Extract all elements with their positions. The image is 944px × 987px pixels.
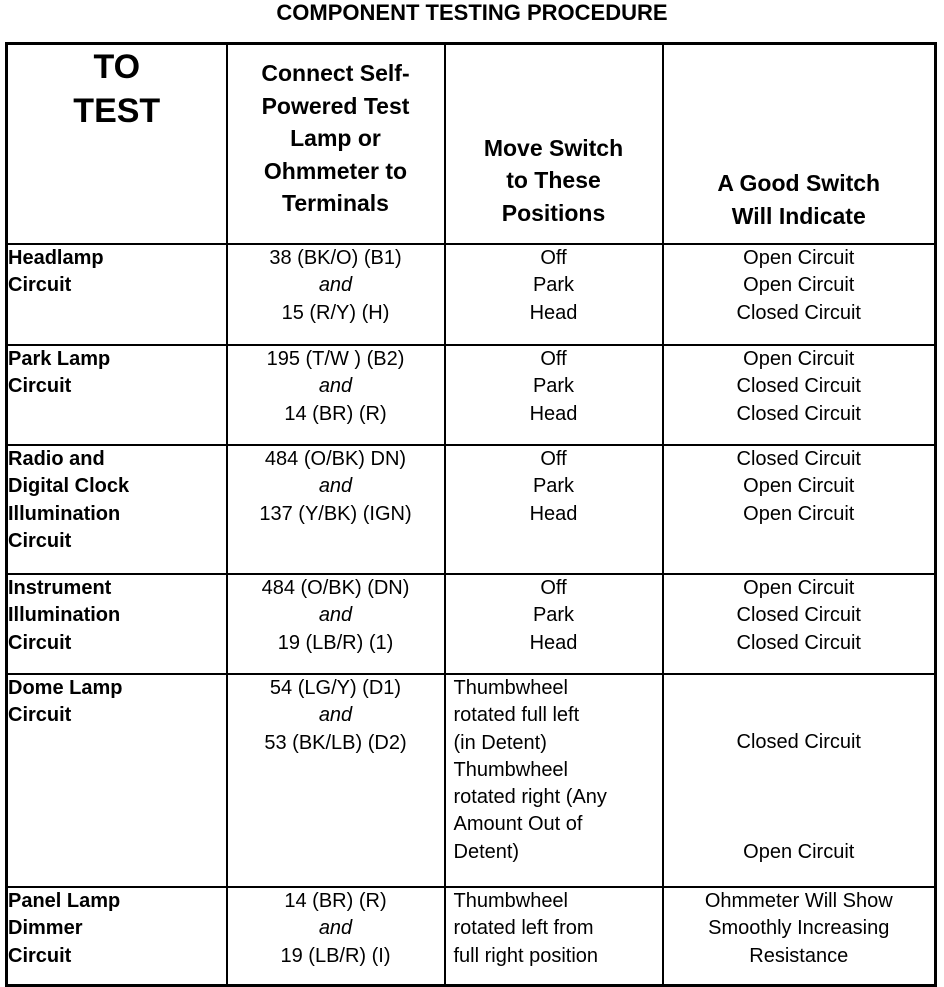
circuit-name-line: Circuit [8, 529, 72, 552]
position-line: Thumbwheel [453, 890, 569, 912]
indication-line: Open Circuit [743, 274, 855, 297]
terminal-line: 15 (R/Y) (H) [281, 301, 390, 324]
indication-line: Resistance [749, 944, 849, 967]
indication-line: Closed Circuit [736, 375, 861, 398]
position-line: rotated left from [453, 917, 594, 940]
position-line: Head [529, 502, 578, 525]
positions-cell [445, 887, 663, 985]
indication-line: Closed Circuit [736, 301, 861, 324]
indication-line: Closed Circuit [736, 448, 861, 470]
terminals-cell [227, 345, 445, 445]
circuit-name [7, 445, 227, 574]
indication-line: Closed Circuit [736, 731, 861, 753]
header-good-switch [663, 44, 936, 245]
indication-cell [663, 345, 936, 445]
header-to-test-line: TEST [73, 92, 161, 130]
circuit-name-line: Circuit [8, 274, 72, 297]
terminal-line: 195 (T/W ) (B2) [266, 348, 405, 370]
position-line: Park [532, 375, 575, 398]
terminal-line: 137 (Y/BK) (IGN) [259, 502, 412, 525]
circuit-name-line: Circuit [8, 704, 72, 727]
component-testing-table [5, 42, 937, 987]
position-line: full right position [453, 944, 599, 967]
circuit-name [7, 574, 227, 674]
terminal-line: 53 (BK/LB) (D2) [264, 731, 407, 754]
indication-line: Open Circuit [743, 577, 855, 599]
circuit-name [7, 887, 227, 985]
and-label: and [318, 274, 353, 297]
circuit-name [7, 345, 227, 445]
table-row [7, 574, 936, 674]
table-row [7, 345, 936, 445]
terminals-cell [227, 887, 445, 985]
position-line: Head [529, 301, 578, 324]
position-line: Head [529, 631, 578, 654]
indication-line: Open Circuit [743, 247, 855, 269]
positions-cell [445, 674, 663, 887]
header-to-test [7, 44, 227, 245]
position-line: rotated full left [453, 704, 580, 727]
terminals-cell [227, 674, 445, 887]
header-indicate-line: Will Indicate [731, 202, 866, 229]
indication-line: Open Circuit [743, 348, 855, 370]
indication-line: Ohmmeter Will Show [704, 890, 893, 912]
terminal-line: 38 (BK/O) (B1) [269, 247, 402, 269]
circuit-name [7, 244, 227, 345]
circuit-name-line: Panel Lamp [8, 890, 121, 912]
header-connect-line: Terminals [282, 190, 389, 216]
indication-cell [663, 674, 936, 887]
terminals-cell [227, 574, 445, 674]
indication-line: Smoothly Increasing [708, 917, 890, 940]
header-connect [227, 44, 445, 245]
and-label: and [318, 604, 353, 627]
circuit-name-line: Radio and [8, 448, 105, 470]
terminal-line: 19 (LB/R) (1) [277, 631, 394, 654]
indication-line: Open Circuit [743, 841, 855, 864]
positions-cell [445, 574, 663, 674]
indication-cell [663, 244, 936, 345]
indication-line: Open Circuit [743, 475, 855, 498]
header-move-line: Move Switch [483, 134, 624, 161]
header-move-switch [445, 44, 663, 245]
header-connect-line: Connect Self- [261, 60, 410, 86]
terminal-line: 484 (O/BK) DN) [264, 448, 407, 470]
indication-cell [663, 445, 936, 574]
circuit-name-line: Park Lamp [8, 348, 111, 370]
indication-line: Closed Circuit [736, 604, 861, 627]
header-indicate-line: A Good Switch [717, 170, 881, 196]
terminal-line: 14 (BR) (R) [284, 890, 387, 912]
position-line: Off [540, 247, 567, 269]
header-move-line: Positions [501, 199, 606, 226]
position-line: Thumbwheel [453, 758, 569, 781]
and-label: and [318, 917, 353, 940]
table-row [7, 674, 936, 887]
terminal-line: 19 (LB/R) (I) [280, 944, 391, 967]
position-line: Park [532, 475, 575, 498]
indication-line: Closed Circuit [736, 402, 861, 425]
and-label: and [318, 475, 353, 498]
circuit-name-line: Circuit [8, 944, 72, 967]
terminal-line: 54 (LG/Y) (D1) [269, 677, 402, 699]
position-line: Head [529, 402, 578, 425]
terminals-cell [227, 445, 445, 574]
position-line: Off [540, 448, 567, 470]
table-row [7, 445, 936, 574]
circuit-name-line: Headlamp [8, 247, 104, 269]
and-label: and [318, 704, 353, 727]
positions-cell [445, 445, 663, 574]
header-move-line: to These [506, 167, 601, 193]
position-line: Off [540, 348, 567, 370]
and-label: and [318, 375, 353, 398]
position-line: Thumbwheel [453, 677, 569, 699]
position-line: Park [532, 604, 575, 627]
position-line: Amount Out of [453, 813, 583, 836]
position-line: Off [540, 577, 567, 599]
circuit-name-line: Dimmer [8, 917, 83, 940]
circuit-name [7, 674, 227, 887]
circuit-name-line: Illumination [8, 502, 121, 525]
header-connect-line: Powered Test [261, 92, 410, 119]
position-line: (in Detent) [453, 731, 547, 754]
page-title: COMPONENT TESTING PROCEDURE [276, 0, 668, 25]
header-connect-line: Ohmmeter to [263, 157, 408, 184]
indication-cell [663, 887, 936, 985]
header-to-test-line: TO [93, 48, 141, 86]
circuit-name-line: Illumination [8, 604, 121, 627]
position-line: rotated right (Any [453, 786, 607, 809]
positions-cell [445, 244, 663, 345]
position-line: Park [532, 274, 575, 297]
terminals-cell [227, 244, 445, 345]
table-row [7, 887, 936, 985]
positions-cell [445, 345, 663, 445]
circuit-name-line: Digital Clock [8, 475, 130, 498]
circuit-name-line: Dome Lamp [8, 677, 123, 699]
indication-line: Open Circuit [743, 502, 855, 525]
circuit-name-line: Instrument [8, 577, 112, 599]
position-line: Detent) [453, 840, 520, 863]
table-row [7, 244, 936, 345]
terminal-line: 484 (O/BK) (DN) [261, 577, 410, 599]
indication-cell [663, 574, 936, 674]
circuit-name-line: Circuit [8, 631, 72, 654]
terminal-line: 14 (BR) (R) [284, 402, 387, 425]
header-row [7, 44, 936, 245]
indication-line: Closed Circuit [736, 631, 861, 654]
circuit-name-line: Circuit [8, 375, 72, 398]
header-connect-line: Lamp or [290, 125, 381, 151]
